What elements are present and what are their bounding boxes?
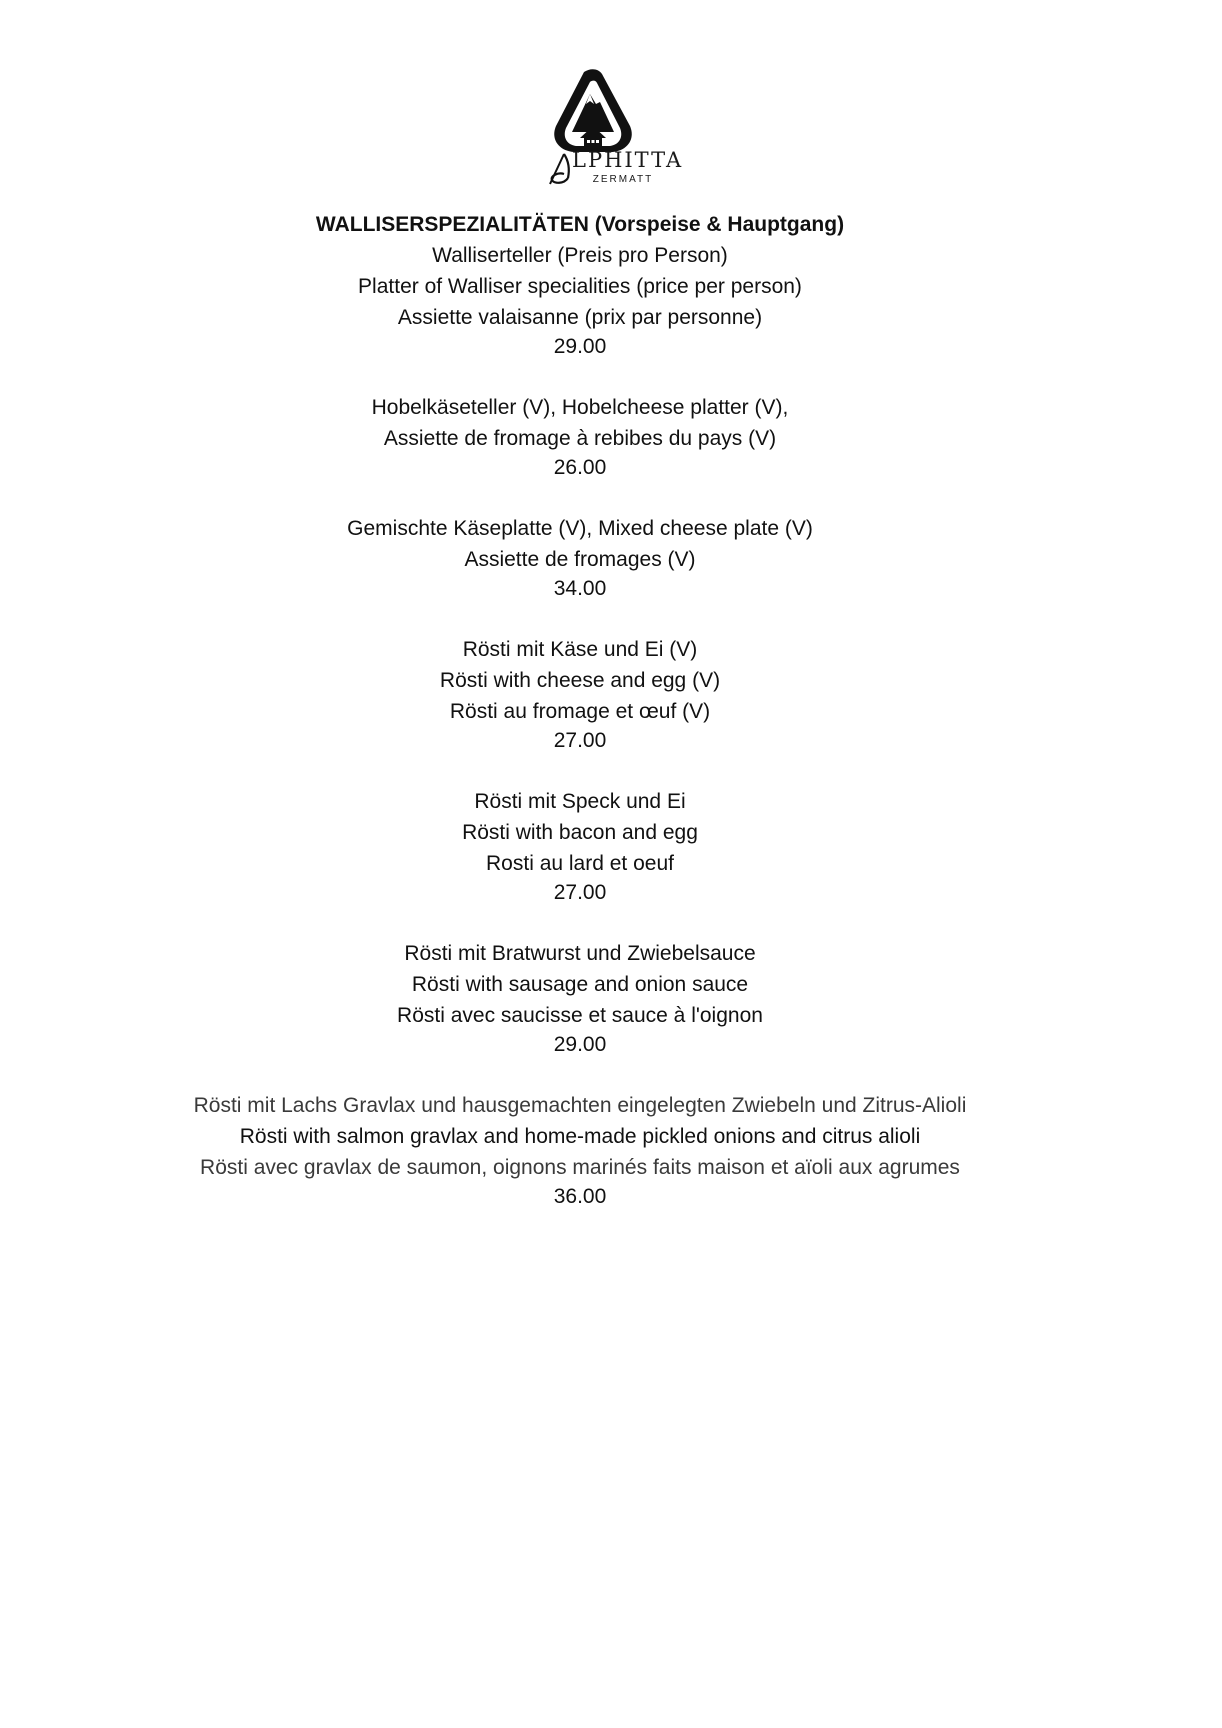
alphitta-logo	[534, 68, 688, 192]
item-line: Rösti avec saucisse et sauce à l'oignon	[397, 1004, 763, 1027]
menu-item	[0, 938, 1160, 1059]
item-line: Rösti with bacon and egg	[462, 821, 698, 844]
menu-item	[0, 392, 1160, 482]
item-line: Gemischte Käseplatte (V), Mixed cheese plate (V)	[347, 517, 813, 540]
menu-item	[0, 240, 1160, 361]
menu-section	[0, 209, 1160, 1211]
logo-location: ZERMATT	[592, 174, 654, 185]
item-line: Rösti mit Bratwurst und Zwiebelsauce	[404, 942, 756, 965]
menu-item	[0, 513, 1160, 603]
section-title: WALLISERSPEZIALITÄTEN (Vorspeise & Hauptgang)	[315, 213, 845, 236]
menu-item	[0, 634, 1160, 755]
menu-item	[0, 786, 1160, 907]
item-price: 26.00	[553, 456, 607, 479]
item-line: Rösti avec gravlax de saumon, oignons marinés faits maison et aïoli aux agrumes	[200, 1156, 960, 1179]
item-line: Rösti with cheese and egg (V)	[439, 669, 721, 692]
item-line: Rösti mit Käse und Ei (V)	[462, 638, 698, 661]
item-line: Assiette de fromage à rebibes du pays (V)	[383, 427, 777, 450]
item-line: Walliserteller (Preis pro Person)	[432, 244, 728, 267]
item-line: Rösti mit Lachs Gravlax und hausgemachten eingelegten Zwiebeln und Zitrus-Alioli	[193, 1094, 967, 1117]
item-price: 27.00	[553, 729, 607, 752]
item-price: 36.00	[553, 1185, 607, 1208]
item-price: 27.00	[553, 881, 607, 904]
item-line: Rösti with salmon gravlax and home-made pickled onions and citrus alioli	[239, 1125, 921, 1148]
item-price: 29.00	[553, 1033, 607, 1056]
item-line: Platter of Walliser specialities (price per person)	[358, 275, 802, 298]
item-line: Rösti mit Speck und Ei	[474, 790, 686, 813]
item-line: Assiette de fromages (V)	[464, 548, 696, 571]
item-line: Rosti au lard et oeuf	[486, 852, 674, 875]
logo-wordmark: LPHITTA	[572, 148, 684, 172]
item-line: Rösti with sausage and onion sauce	[411, 973, 749, 996]
item-price: 29.00	[553, 335, 607, 358]
item-line: Rösti au fromage et œuf (V)	[449, 700, 711, 723]
item-price: 34.00	[553, 577, 607, 600]
menu-item	[0, 1090, 1160, 1211]
item-line: Hobelkäseteller (V), Hobelcheese platter (V),	[371, 396, 789, 419]
item-line: Assiette valaisanne (prix par personne)	[397, 306, 763, 329]
